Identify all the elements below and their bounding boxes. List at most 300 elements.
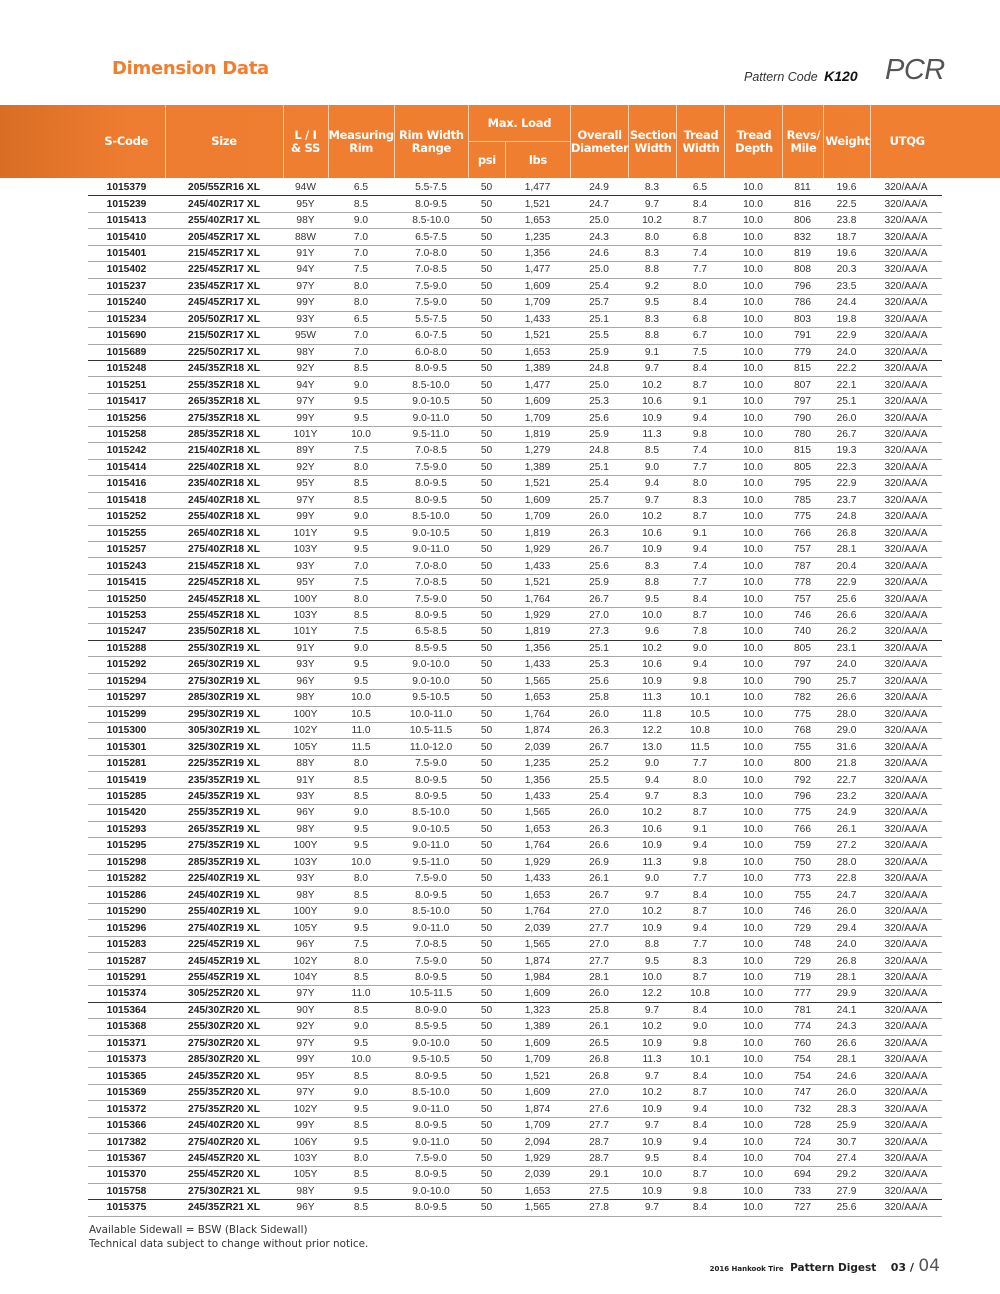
cell-s-code: 1015379 (88, 180, 165, 196)
table-row (88, 541, 942, 557)
cell-overall-diameter: 26.3 (570, 525, 628, 541)
cell-utqg: 320/AA/A (870, 426, 942, 442)
cell-psi: 50 (468, 657, 505, 673)
cell-psi: 50 (468, 558, 505, 574)
cell-lbs: 1,653 (505, 344, 570, 360)
cell-s-code: 1015296 (88, 920, 165, 936)
col-tread-width-line2: Width (682, 140, 720, 155)
cell-rim-width-range: 7.0-8.5 (394, 262, 468, 278)
cell-psi: 50 (468, 690, 505, 706)
cell-weight: 28.3 (823, 1101, 870, 1117)
cell-tread-depth: 10.0 (724, 591, 782, 607)
table-row (88, 180, 942, 196)
cell-utqg: 320/AA/A (870, 1002, 942, 1018)
page-title: Dimension Data (112, 58, 269, 79)
cell-weight: 24.0 (823, 936, 870, 952)
cell-utqg: 320/AA/A (870, 624, 942, 640)
cell-load-index: 96Y (283, 936, 328, 952)
cell-lbs: 1,521 (505, 328, 570, 344)
cell-s-code: 1015419 (88, 772, 165, 788)
cell-measuring-rim: 9.0 (328, 212, 394, 228)
cell-revs-mile: 785 (782, 492, 823, 508)
cell-measuring-rim: 8.5 (328, 788, 394, 804)
cell-lbs: 1,609 (505, 1084, 570, 1100)
cell-overall-diameter: 25.7 (570, 295, 628, 311)
cell-section-width: 10.0 (628, 969, 676, 985)
cell-s-code: 1015374 (88, 986, 165, 1002)
cell-measuring-rim: 7.0 (328, 328, 394, 344)
cell-utqg: 320/AA/A (870, 1117, 942, 1133)
cell-tread-width: 8.4 (676, 360, 724, 376)
cell-tread-width: 8.4 (676, 1150, 724, 1166)
cell-rim-width-range: 8.0-9.5 (394, 1068, 468, 1084)
cell-overall-diameter: 24.7 (570, 196, 628, 212)
cell-revs-mile: 790 (782, 673, 823, 689)
cell-s-code: 1015294 (88, 673, 165, 689)
cell-s-code: 1015689 (88, 344, 165, 360)
cell-s-code: 1015248 (88, 360, 165, 376)
cell-lbs: 2,094 (505, 1134, 570, 1150)
cell-tread-depth: 10.0 (724, 788, 782, 804)
cell-load-index: 104Y (283, 969, 328, 985)
cell-size: 275/35ZR20 XL (165, 1101, 283, 1117)
table-row (88, 821, 942, 837)
cell-lbs: 1,709 (505, 1117, 570, 1133)
cell-tread-depth: 10.0 (724, 706, 782, 722)
cell-load-index: 98Y (283, 690, 328, 706)
cell-psi: 50 (468, 509, 505, 525)
cell-revs-mile: 719 (782, 969, 823, 985)
table-row (88, 1167, 942, 1183)
cell-weight: 22.2 (823, 360, 870, 376)
cell-lbs: 1,984 (505, 969, 570, 985)
cell-s-code: 1015373 (88, 1052, 165, 1068)
cell-section-width: 9.2 (628, 278, 676, 294)
cell-load-index: 100Y (283, 838, 328, 854)
cell-psi: 50 (468, 755, 505, 771)
cell-utqg: 320/AA/A (870, 1084, 942, 1100)
cell-lbs: 1,709 (505, 295, 570, 311)
cell-lbs: 1,609 (505, 1035, 570, 1051)
cell-tread-width: 7.7 (676, 936, 724, 952)
cell-tread-width: 10.8 (676, 722, 724, 738)
cell-tread-depth: 10.0 (724, 1183, 782, 1199)
cell-load-index: 102Y (283, 1101, 328, 1117)
cell-tread-depth: 10.0 (724, 492, 782, 508)
cell-tread-width: 9.0 (676, 1019, 724, 1035)
cell-load-index: 99Y (283, 410, 328, 426)
col-section-width-line2: Width (634, 140, 672, 155)
cell-lbs: 1,565 (505, 936, 570, 952)
cell-tread-width: 7.4 (676, 245, 724, 261)
cell-tread-depth: 10.0 (724, 558, 782, 574)
cell-lbs: 1,819 (505, 426, 570, 442)
table-row (88, 377, 942, 393)
cell-measuring-rim: 8.5 (328, 476, 394, 492)
cell-psi: 50 (468, 953, 505, 969)
cell-tread-width: 9.4 (676, 1101, 724, 1117)
cell-load-index: 98Y (283, 887, 328, 903)
cell-psi: 50 (468, 969, 505, 985)
cell-s-code: 1015291 (88, 969, 165, 985)
cell-size: 235/40ZR18 XL (165, 476, 283, 492)
table-row (88, 871, 942, 887)
cell-weight: 22.7 (823, 772, 870, 788)
footer-page-number: 04 (918, 1256, 940, 1276)
cell-size: 225/35ZR19 XL (165, 755, 283, 771)
cell-tread-width: 8.3 (676, 953, 724, 969)
cell-overall-diameter: 27.7 (570, 953, 628, 969)
cell-section-width: 9.7 (628, 196, 676, 212)
cell-s-code: 1015257 (88, 541, 165, 557)
table-row (88, 591, 942, 607)
cell-psi: 50 (468, 706, 505, 722)
cell-utqg: 320/AA/A (870, 344, 942, 360)
cell-size: 295/30ZR19 XL (165, 706, 283, 722)
cell-overall-diameter: 27.6 (570, 1101, 628, 1117)
cell-psi: 50 (468, 295, 505, 311)
cell-measuring-rim: 9.0 (328, 1084, 394, 1100)
cell-load-index: 97Y (283, 492, 328, 508)
cell-revs-mile: 797 (782, 657, 823, 673)
cell-size: 255/35ZR19 XL (165, 805, 283, 821)
cell-rim-width-range: 7.0-8.0 (394, 558, 468, 574)
cell-lbs: 1,653 (505, 887, 570, 903)
cell-size: 245/35ZR18 XL (165, 360, 283, 376)
cell-tread-depth: 10.0 (724, 574, 782, 590)
cell-size: 325/30ZR19 XL (165, 739, 283, 755)
cell-utqg: 320/AA/A (870, 574, 942, 590)
cell-rim-width-range: 9.5-10.5 (394, 1052, 468, 1068)
cell-s-code: 1015255 (88, 525, 165, 541)
cell-section-width: 8.8 (628, 936, 676, 952)
cell-tread-width: 9.4 (676, 410, 724, 426)
cell-tread-depth: 10.0 (724, 1035, 782, 1051)
cell-psi: 50 (468, 410, 505, 426)
cell-tread-depth: 10.0 (724, 838, 782, 854)
cell-section-width: 9.5 (628, 591, 676, 607)
cell-load-index: 99Y (283, 509, 328, 525)
cell-overall-diameter: 27.0 (570, 936, 628, 952)
cell-revs-mile: 791 (782, 328, 823, 344)
cell-psi: 50 (468, 377, 505, 393)
cell-rim-width-range: 10.0-11.0 (394, 706, 468, 722)
cell-weight: 24.8 (823, 509, 870, 525)
cell-utqg: 320/AA/A (870, 360, 942, 376)
cell-overall-diameter: 26.3 (570, 722, 628, 738)
cell-revs-mile: 807 (782, 377, 823, 393)
cell-s-code: 1015252 (88, 509, 165, 525)
cell-weight: 26.6 (823, 690, 870, 706)
cell-utqg: 320/AA/A (870, 180, 942, 196)
table-row (88, 936, 942, 952)
cell-size: 245/40ZR20 XL (165, 1117, 283, 1133)
cell-overall-diameter: 25.3 (570, 657, 628, 673)
cell-weight: 24.7 (823, 887, 870, 903)
cell-tread-width: 9.4 (676, 1134, 724, 1150)
table-row (88, 574, 942, 590)
cell-tread-depth: 10.0 (724, 1084, 782, 1100)
cell-section-width: 11.3 (628, 1052, 676, 1068)
cell-size: 245/40ZR17 XL (165, 196, 283, 212)
cell-section-width: 10.9 (628, 1134, 676, 1150)
cell-measuring-rim: 9.5 (328, 1035, 394, 1051)
cell-utqg: 320/AA/A (870, 509, 942, 525)
cell-weight: 23.8 (823, 212, 870, 228)
cell-measuring-rim: 8.5 (328, 492, 394, 508)
cell-rim-width-range: 8.5-10.0 (394, 509, 468, 525)
cell-lbs: 1,521 (505, 476, 570, 492)
cell-s-code: 1015372 (88, 1101, 165, 1117)
cell-measuring-rim: 8.0 (328, 755, 394, 771)
cell-overall-diameter: 25.1 (570, 311, 628, 327)
cell-measuring-rim: 11.5 (328, 739, 394, 755)
cell-weight: 26.0 (823, 903, 870, 919)
cell-overall-diameter: 25.2 (570, 755, 628, 771)
cell-revs-mile: 806 (782, 212, 823, 228)
footnotes (89, 1224, 368, 1251)
col-li-ss-line2: & SS (291, 140, 320, 155)
cell-tread-width: 8.4 (676, 295, 724, 311)
cell-measuring-rim: 8.0 (328, 871, 394, 887)
col-tread-width-line1: Tread (683, 127, 719, 142)
cell-utqg: 320/AA/A (870, 887, 942, 903)
cell-weight: 29.0 (823, 722, 870, 738)
cell-s-code: 1015758 (88, 1183, 165, 1199)
cell-revs-mile: 746 (782, 903, 823, 919)
cell-size: 245/45ZR17 XL (165, 295, 283, 311)
cell-tread-depth: 10.0 (724, 821, 782, 837)
cell-utqg: 320/AA/A (870, 278, 942, 294)
cell-load-index: 95Y (283, 196, 328, 212)
cell-lbs: 1,433 (505, 558, 570, 574)
cell-tread-width: 7.4 (676, 443, 724, 459)
cell-measuring-rim: 8.5 (328, 360, 394, 376)
cell-psi: 50 (468, 360, 505, 376)
cell-tread-width: 9.4 (676, 657, 724, 673)
cell-utqg: 320/AA/A (870, 410, 942, 426)
cell-measuring-rim: 7.5 (328, 574, 394, 590)
cell-size: 255/45ZR18 XL (165, 607, 283, 623)
cell-tread-width: 9.1 (676, 525, 724, 541)
cell-load-index: 92Y (283, 1019, 328, 1035)
cell-size: 255/30ZR19 XL (165, 640, 283, 656)
cell-measuring-rim: 8.5 (328, 969, 394, 985)
cell-lbs: 1,609 (505, 393, 570, 409)
cell-utqg: 320/AA/A (870, 443, 942, 459)
cell-rim-width-range: 8.5-9.5 (394, 640, 468, 656)
cell-revs-mile: 792 (782, 772, 823, 788)
cell-s-code: 1015250 (88, 591, 165, 607)
cell-revs-mile: 754 (782, 1068, 823, 1084)
col-tread-width (677, 105, 725, 178)
cell-load-index: 102Y (283, 953, 328, 969)
cell-overall-diameter: 24.9 (570, 180, 628, 196)
cell-section-width: 9.5 (628, 295, 676, 311)
cell-section-width: 11.3 (628, 854, 676, 870)
cell-section-width: 10.2 (628, 640, 676, 656)
cell-overall-diameter: 26.1 (570, 1019, 628, 1035)
table-row (88, 788, 942, 804)
cell-rim-width-range: 7.5-9.0 (394, 459, 468, 475)
cell-tread-width: 6.8 (676, 229, 724, 245)
cell-size: 205/55ZR16 XL (165, 180, 283, 196)
cell-overall-diameter: 27.3 (570, 624, 628, 640)
cell-utqg: 320/AA/A (870, 673, 942, 689)
cell-section-width: 10.2 (628, 377, 676, 393)
cell-size: 255/35ZR20 XL (165, 1084, 283, 1100)
cell-s-code: 1015375 (88, 1200, 165, 1216)
cell-size: 245/40ZR19 XL (165, 887, 283, 903)
cell-lbs: 1,764 (505, 706, 570, 722)
dimension-table (88, 180, 942, 1217)
cell-tread-depth: 10.0 (724, 410, 782, 426)
cell-size: 285/35ZR18 XL (165, 426, 283, 442)
cell-revs-mile: 750 (782, 854, 823, 870)
cell-s-code: 1015371 (88, 1035, 165, 1051)
cell-weight: 22.9 (823, 574, 870, 590)
cell-tread-depth: 10.0 (724, 772, 782, 788)
cell-utqg: 320/AA/A (870, 591, 942, 607)
cell-size: 275/35ZR18 XL (165, 410, 283, 426)
cell-overall-diameter: 25.4 (570, 476, 628, 492)
table-row (88, 722, 942, 738)
cell-measuring-rim: 10.5 (328, 706, 394, 722)
cell-tread-width: 8.4 (676, 591, 724, 607)
cell-tread-width: 9.8 (676, 1183, 724, 1199)
cell-weight: 26.6 (823, 1035, 870, 1051)
cell-revs-mile: 805 (782, 459, 823, 475)
cell-psi: 50 (468, 986, 505, 1002)
cell-weight: 26.6 (823, 607, 870, 623)
cell-tread-depth: 10.0 (724, 969, 782, 985)
cell-tread-width: 9.1 (676, 393, 724, 409)
cell-tread-width: 9.8 (676, 854, 724, 870)
cell-s-code: 1015287 (88, 953, 165, 969)
cell-revs-mile: 796 (782, 788, 823, 804)
cell-revs-mile: 733 (782, 1183, 823, 1199)
cell-load-index: 101Y (283, 525, 328, 541)
cell-revs-mile: 728 (782, 1117, 823, 1133)
cell-tread-width: 9.4 (676, 541, 724, 557)
cell-psi: 50 (468, 459, 505, 475)
cell-load-index: 102Y (283, 722, 328, 738)
cell-section-width: 10.6 (628, 821, 676, 837)
cell-load-index: 94Y (283, 262, 328, 278)
cell-measuring-rim: 8.5 (328, 1068, 394, 1084)
cell-s-code: 1015416 (88, 476, 165, 492)
page-footer (710, 1256, 940, 1276)
cell-size: 265/35ZR18 XL (165, 393, 283, 409)
cell-weight: 29.9 (823, 986, 870, 1002)
cell-rim-width-range: 8.0-9.5 (394, 492, 468, 508)
cell-s-code: 1015243 (88, 558, 165, 574)
cell-tread-depth: 10.0 (724, 903, 782, 919)
table-row (88, 1084, 942, 1100)
cell-revs-mile: 773 (782, 871, 823, 887)
cell-load-index: 106Y (283, 1134, 328, 1150)
cell-s-code: 1015370 (88, 1167, 165, 1183)
cell-measuring-rim: 7.0 (328, 558, 394, 574)
cell-psi: 50 (468, 278, 505, 294)
cell-section-width: 8.3 (628, 180, 676, 196)
cell-psi: 50 (468, 936, 505, 952)
cell-size: 275/30ZR19 XL (165, 673, 283, 689)
cell-size: 265/30ZR19 XL (165, 657, 283, 673)
cell-psi: 50 (468, 624, 505, 640)
cell-rim-width-range: 8.5-10.0 (394, 212, 468, 228)
cell-revs-mile: 775 (782, 509, 823, 525)
cell-s-code: 1015240 (88, 295, 165, 311)
cell-tread-depth: 10.0 (724, 344, 782, 360)
footer-section-number: 03 / (890, 1261, 914, 1274)
cell-size: 305/30ZR19 XL (165, 722, 283, 738)
cell-lbs: 1,477 (505, 377, 570, 393)
cell-measuring-rim: 11.0 (328, 722, 394, 738)
cell-overall-diameter: 27.5 (570, 1183, 628, 1199)
cell-measuring-rim: 9.5 (328, 410, 394, 426)
cell-tread-depth: 10.0 (724, 180, 782, 196)
cell-lbs: 1,279 (505, 443, 570, 459)
cell-size: 255/40ZR18 XL (165, 509, 283, 525)
cell-size: 255/30ZR20 XL (165, 1019, 283, 1035)
cell-lbs: 2,039 (505, 739, 570, 755)
cell-weight: 20.3 (823, 262, 870, 278)
table-row (88, 772, 942, 788)
col-tread-depth-line1: Tread (736, 127, 772, 142)
cell-tread-width: 9.4 (676, 838, 724, 854)
cell-overall-diameter: 26.7 (570, 541, 628, 557)
cell-rim-width-range: 8.0-9.5 (394, 476, 468, 492)
cell-tread-depth: 10.0 (724, 936, 782, 952)
cell-size: 275/35ZR19 XL (165, 838, 283, 854)
cell-weight: 22.3 (823, 459, 870, 475)
col-measuring-rim-line2: Rim (349, 140, 374, 155)
cell-lbs: 1,929 (505, 607, 570, 623)
cell-rim-width-range: 8.0-9.0 (394, 1002, 468, 1018)
cell-tread-width: 10.5 (676, 706, 724, 722)
cell-size: 265/40ZR18 XL (165, 525, 283, 541)
cell-size: 225/40ZR18 XL (165, 459, 283, 475)
cell-lbs: 1,477 (505, 180, 570, 196)
cell-s-code: 1015286 (88, 887, 165, 903)
cell-revs-mile: 766 (782, 525, 823, 541)
cell-overall-diameter: 25.1 (570, 459, 628, 475)
cell-utqg: 320/AA/A (870, 1167, 942, 1183)
cell-load-index: 97Y (283, 986, 328, 1002)
cell-rim-width-range: 6.0-7.5 (394, 328, 468, 344)
cell-weight: 19.6 (823, 180, 870, 196)
cell-weight: 24.0 (823, 344, 870, 360)
cell-utqg: 320/AA/A (870, 1101, 942, 1117)
cell-tread-depth: 10.0 (724, 278, 782, 294)
cell-section-width: 9.0 (628, 871, 676, 887)
cell-tread-width: 8.7 (676, 509, 724, 525)
cell-utqg: 320/AA/A (870, 459, 942, 475)
cell-measuring-rim: 8.0 (328, 295, 394, 311)
cell-psi: 50 (468, 344, 505, 360)
cell-tread-width: 8.4 (676, 1200, 724, 1216)
footer-brand: 2016 Hankook Tire (709, 1265, 784, 1273)
cell-load-index: 94Y (283, 377, 328, 393)
cell-measuring-rim: 7.5 (328, 443, 394, 459)
cell-psi: 50 (468, 245, 505, 261)
cell-size: 285/30ZR20 XL (165, 1052, 283, 1068)
cell-psi: 50 (468, 607, 505, 623)
table-row (88, 969, 942, 985)
cell-revs-mile: 800 (782, 755, 823, 771)
cell-weight: 27.2 (823, 838, 870, 854)
